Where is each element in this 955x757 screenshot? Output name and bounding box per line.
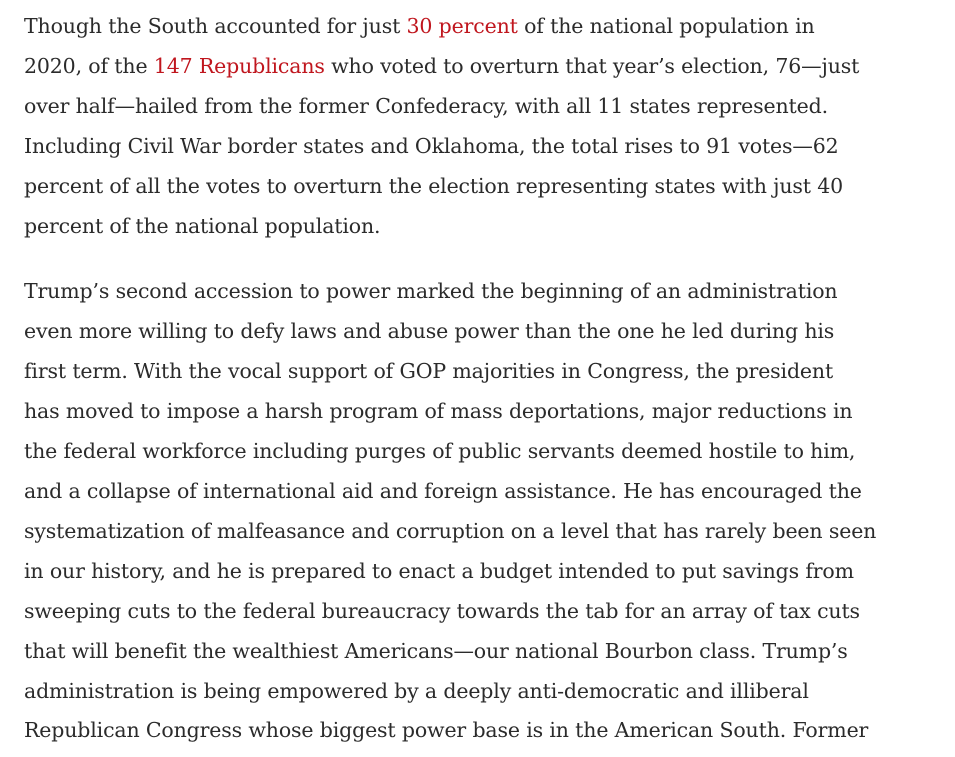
paragraph-2-line: Republican Congress whose biggest power base is in the American South. Former (24, 718, 869, 743)
text-span: who voted to overturn that year’s election, 76—just (324, 53, 860, 78)
text-span: Though the South accounted for just (24, 14, 407, 38)
paragraph-1-line-2 (24, 47, 944, 87)
paragraph-2-line: systematization of malfeasance and corruption on a level that has rarely been seen (24, 518, 877, 543)
paragraph-2-line: sweeping cuts to the federal bureaucracy towards the tab for an array of tax cuts (24, 598, 860, 623)
paragraph-2-line: has moved to impose a harsh program of mass deportations, major reductions in (24, 399, 853, 424)
paragraph-1 (24, 7, 944, 246)
link-147-republicans[interactable]: 147 Republicans (153, 53, 325, 78)
paragraph-2 (24, 272, 944, 751)
paragraph-2-line: first term. With the vocal support of GOP majorities in Congress, the president (24, 359, 834, 384)
text-span: of the national population in (517, 14, 815, 38)
paragraph-1-line-3: over half—hailed from the former Confederacy, with all 11 states represented. (24, 93, 828, 118)
paragraph-1-line-5: percent of all the votes to overturn the election representing states with just 40 (24, 173, 844, 198)
paragraph-2-line: that will benefit the wealthiest Americans—our national Bourbon class. Trump’s (24, 638, 848, 663)
paragraph-2-line: even more willing to defy laws and abuse power than the one he led during his (24, 319, 835, 344)
paragraph-2-line: administration is being empowered by a deeply anti-democratic and illiberal (24, 678, 809, 703)
paragraph-1-line-1 (24, 7, 944, 47)
paragraph-2-line: in our history, and he is prepared to enact a budget intended to put savings from (24, 558, 854, 583)
paragraph-1-line-6: percent of the national population. (24, 213, 381, 238)
paragraph-1-line-4: Including Civil War border states and Oklahoma, the total rises to 91 votes—62 (24, 133, 839, 158)
paragraph-2-line: and a collapse of international aid and foreign assistance. He has encouraged the (24, 478, 862, 503)
paragraph-2-line: Trump’s second accession to power marked the beginning of an administration (24, 279, 838, 304)
paragraph-2-line: the federal workforce including purges of public servants deemed hostile to him, (24, 439, 856, 464)
text-span: 2020, of the (24, 53, 154, 78)
article-body (24, 7, 944, 751)
link-30-percent[interactable]: 30 percent (406, 14, 518, 38)
